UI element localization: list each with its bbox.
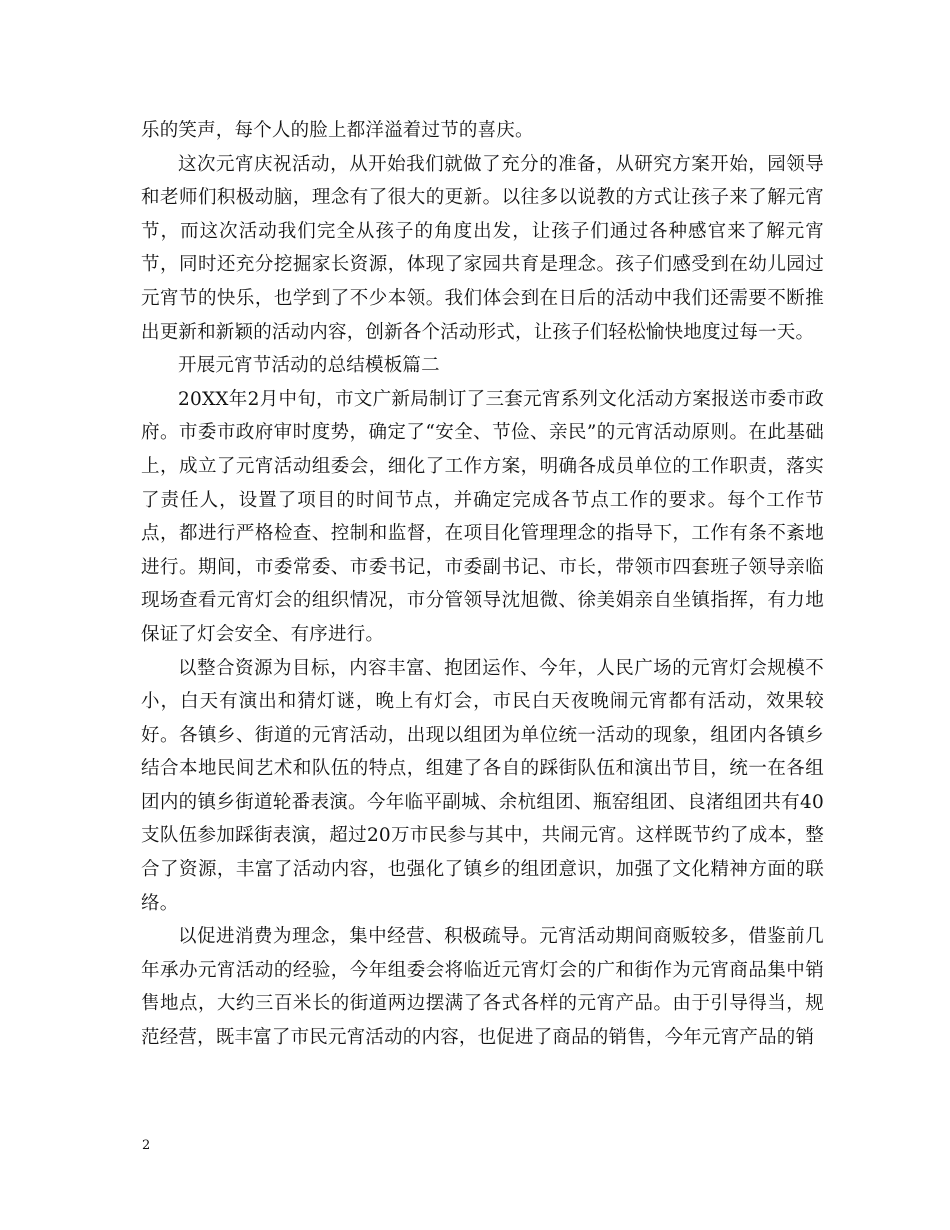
page-number: 2 <box>142 1138 151 1153</box>
paragraph-4: 以整合资源为目标，内容丰富、抱团运作、今年，人民广场的元宵灯会规模不小，白天有演出和猜灯谜，晚上有灯会，市民白天夜晚闹元宵都有活动，效果较好。各镇乡、街道的元宵活动，出现以组团为单位统一活动的现象，组团内各镇乡结合本地民间艺术和队伍的特点，组建了各自的踩街队伍和演出节目，统一在各组团内的镇乡街道轮番表演。今年临平副城、余杭组团、瓶窑组团、良渚组团共有40支队伍参加踩街表演，超过20万市民参与其中，共闹元宵。这样既节约了成本，整合了资源，丰富了活动内容，也强化了镇乡的组团意识，加强了文化精神方面的联络。 <box>141 657 824 914</box>
body-text <box>141 114 824 1055</box>
section-heading: 开展元宵节活动的总结模板篇二 <box>178 355 440 377</box>
paragraph-1: 乐的笑声，每个人的脸上都洋溢着过节的喜庆。 <box>141 120 534 141</box>
paragraph-2: 这次元宵庆祝活动，从开始我们就做了充分的准备，从研究方案开始，园领导和老师们积极动脑，理念有了很大的更新。以往多以说教的方式让孩子来了解元宵节，而这次活动我们完全从孩子的角度出发，让孩子们通过各种感官来了解元宵节，同时还充分挖掘家长资源，体现了家园共育是理念。孩子们感受到在幼儿园过元宵节的快乐，也学到了不少本领。我们体会到在日后的活动中我们还需要不断推出更新和新颖的活动内容，创新各个活动形式，让孩子们轻松愉快地度过每一天。 <box>141 153 824 343</box>
paragraph-5: 以促进消费为理念，集中经营、积极疏导。元宵活动期间商贩较多，借鉴前几年承办元宵活动的经验，今年组委会将临近元宵灯会的广和街作为元宵商品集中销售地点，大约三百米长的街道两边摆满了各式各样的元宵产品。由于引导得当，规范经营，既丰富了市民元宵活动的内容，也促进了商品的销售，今年元宵产品的销 <box>141 926 824 1049</box>
paragraph-3: 20XX年2月中旬，市文广新局制订了三套元宵系列文化活动方案报送市委市政府。市委市政府审时度势，确定了“安全、节俭、亲民”的元宵活动原则。在此基础上，成立了元宵活动组委会，细化了工作方案，明确各成员单位的工作职责，落实了责任人，设置了项目的时间节点，并确定完成各节点工作的要求。每个工作节点，都进行严格检查、控制和监督，在项目化管理理念的指导下，工作有条不紊地进行。期间，市委常委、市委书记，市委副书记、市长，带领市四套班子领导亲临现场查看元宵灯会的组织情况，市分管领导沈旭微、徐美娟亲自坐镇指挥，有力地保证了灯会安全、有序进行。 <box>141 388 824 645</box>
